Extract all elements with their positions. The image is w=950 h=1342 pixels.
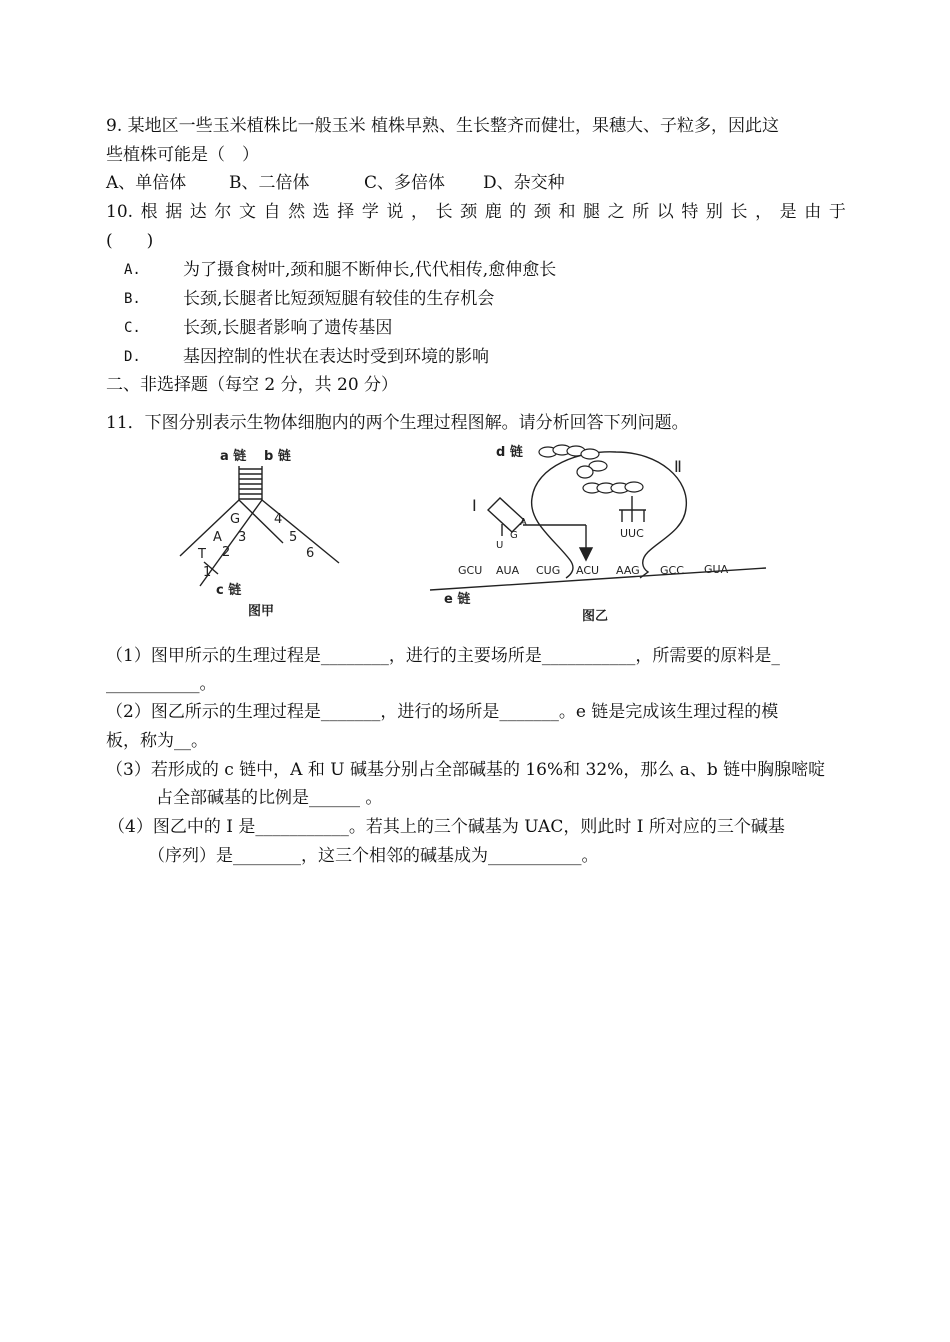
option-letter: A.	[124, 262, 141, 278]
codon: AAG	[616, 564, 640, 577]
codon: ACU	[576, 564, 600, 577]
option-letter: C.	[124, 320, 141, 336]
trna-base: A	[520, 517, 527, 528]
q10-line1-char: 腿	[583, 202, 601, 222]
number-label: 6	[306, 546, 315, 561]
q10-line1-char: 的	[509, 202, 527, 222]
q10-line1-char: 鹿	[484, 202, 502, 222]
q11-part1-line2: ___________。	[106, 674, 217, 694]
q11-part2-line2: 板，称为__。	[106, 731, 208, 751]
q11-part1-line1: （1）图甲所示的生理过程是________，进行的主要场所是___________，所需要的原料是_	[106, 646, 780, 666]
label-roman-1: Ⅰ	[472, 496, 477, 515]
q10-line1-char: 据	[165, 202, 183, 222]
q10-line1-char: 颈	[533, 202, 551, 222]
section-heading: 二、非选择题（每空 2 分，共 20 分）	[106, 375, 399, 395]
q11-part2-line1: （2）图乙所示的生理过程是_______，进行的场所是_______。e 链是完成该生理过程的模	[106, 702, 779, 722]
q10-line1-char: 以	[656, 202, 674, 222]
anticodon-label: UUC	[620, 527, 644, 540]
option-text: 长颈,长腿者影响了遗传基因	[183, 318, 393, 338]
codon: GCC	[660, 564, 684, 577]
option-letter: D.	[124, 349, 141, 365]
q9-option-a: A、单倍体	[106, 173, 187, 193]
q10-line1-char: 是	[779, 202, 797, 222]
q10-line1-char: 别	[705, 202, 723, 222]
q10-line1-char: 所	[632, 202, 650, 222]
q10-line2: ( )	[106, 231, 154, 251]
q10-line1-char: 根	[140, 202, 158, 222]
trna-base: U	[496, 540, 504, 551]
option-text: 长颈,长腿者比短颈短腿有较佳的生存机会	[183, 289, 495, 309]
q11-intro: 11．下图分别表示生物体细胞内的两个生理过程图解。请分析回答下列问题。	[106, 413, 689, 433]
q10-line1-char: 学	[361, 202, 379, 222]
q9-option-c: C、多倍体	[364, 173, 446, 193]
number-label: 1	[203, 565, 212, 580]
q9-line1: 9. 某地区一些玉米植株比一般玉米 植株早熟、生长整齐而健壮，果穗大、子粒多，因此这	[106, 116, 780, 136]
codon: GUA	[704, 563, 729, 576]
figure-yi-caption: 图乙	[582, 609, 609, 624]
q10-line1-char: 长	[730, 202, 748, 222]
figure-area	[0, 0, 950, 640]
number-label: 2	[222, 545, 231, 560]
option-text: 基因控制的性状在表达时受到环境的影响	[183, 347, 489, 367]
q9-option-b: B、二倍体	[229, 173, 310, 193]
label-d-chain: d 链	[496, 445, 523, 460]
codon: GCU	[458, 564, 483, 577]
q10-line1-char: 由	[804, 202, 822, 222]
q10-line1-char: 于	[828, 202, 846, 222]
q10-line1-char: 10.	[106, 202, 134, 222]
q10-line1-char: 尔	[214, 202, 232, 222]
q9-line2: 些植株可能是（ ）	[106, 145, 259, 165]
q11-part4-line1: （4）图乙中的 I 是___________。若其上的三个碱基为 UAC，则此时 I 所对应的三个碱基	[108, 817, 785, 837]
q10-line1-char: ，	[755, 202, 773, 222]
base-label: T	[198, 547, 206, 562]
q10-line1-char: 特	[681, 202, 699, 222]
q10-line1-char: 和	[558, 202, 576, 222]
q11-part4-line2: （序列）是________，这三个相邻的碱基成为___________。	[148, 846, 599, 866]
q9-option-d: D、杂交种	[483, 173, 565, 193]
label-b-chain: b 链	[264, 449, 291, 464]
q11-part3-line1: （3）若形成的 c 链中，A 和 U 碱基分别占全部碱基的 16%和 32%，那么 a、b 链中胸腺嘧啶	[106, 760, 826, 780]
q10-line1-char: 文	[238, 202, 256, 222]
q11-part3-line2: 占全部碱基的比例是______ 。	[156, 788, 383, 808]
number-label: 5	[289, 530, 298, 545]
codon: AUA	[496, 564, 520, 577]
base-label: G	[230, 512, 241, 527]
q10-line1-char: 自	[263, 202, 281, 222]
label-c-chain: c 链	[216, 583, 242, 598]
q10-line1-char: ，	[410, 202, 428, 222]
option-text: 为了摄食树叶,颈和腿不断伸长,代代相传,愈伸愈长	[183, 260, 557, 280]
q10-line1-char: 选	[312, 202, 330, 222]
trna-base: G	[510, 530, 518, 541]
codon: CUG	[536, 564, 561, 577]
q10-line1-char: 之	[607, 202, 625, 222]
q10-line1-char: 达	[189, 202, 207, 222]
label-roman-2: Ⅱ	[674, 457, 682, 476]
q10-line1-char: 然	[288, 202, 306, 222]
figure-jia-caption: 图甲	[248, 604, 275, 619]
base-label: A	[213, 530, 222, 545]
q10-line1-char: 长	[435, 202, 453, 222]
q10-line1-char: 颈	[460, 202, 478, 222]
label-a-chain: a 链	[220, 449, 247, 464]
number-label: 3	[238, 530, 247, 545]
q10-line1-char: 说	[386, 202, 404, 222]
label-e-chain: e 链	[444, 592, 471, 607]
number-label: 4	[274, 512, 283, 527]
q10-line1-char: 择	[337, 202, 355, 222]
option-letter: B.	[124, 291, 141, 307]
